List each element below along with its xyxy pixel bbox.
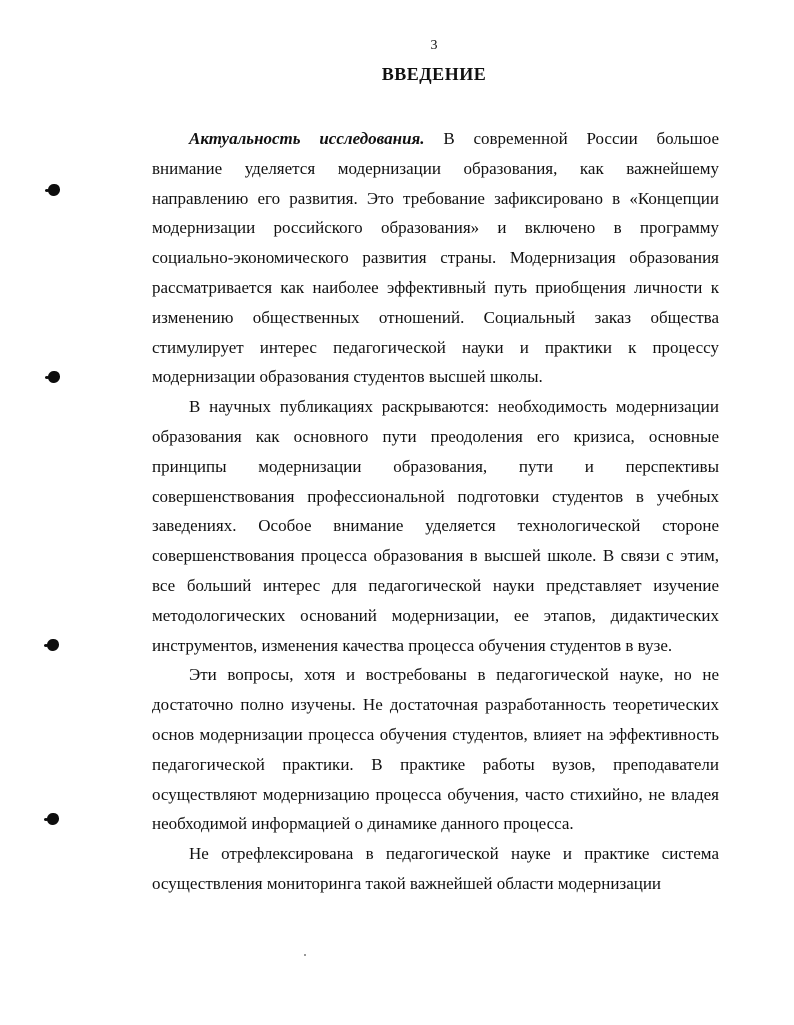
binding-hole-1 bbox=[48, 184, 60, 196]
page-title: ВВЕДЕНИЕ bbox=[381, 64, 487, 84]
paragraph-4: Не отрефлексирована в педагогической науке и практике система осуществления мониторинга такой важнейшей области модернизации bbox=[152, 844, 719, 893]
document-body bbox=[152, 124, 719, 899]
paragraph-3: Эти вопросы, хотя и востребованы в педагогической науке, но не достаточно полно изучены. Не достаточная разработанность теоретических основ модернизации процесса обучения студентов, влияет на эффективность педагогической практики. В практике работы вузов, преподаватели осуществляют модернизацию процесса обучения, часто стихийно, не владея необходимой информацией о динамике данного процесса. bbox=[152, 665, 719, 834]
paragraph-text: В современной России большое внимание уделяется модернизации образования, как важнейшему направлению его развития. Это требование зафиксировано в «Концепции модернизации российского образования» и включено в программу социально-экономического развития страны. Модернизация образования рассматривается как наиболее эффективный путь приобщения личности к изменению общественных отношений. Социальный заказ общества стимулирует интерес педагогической науки и практики к процессу модернизации образования студентов высшей школы. bbox=[152, 129, 719, 387]
paragraph-1 bbox=[152, 124, 719, 392]
binding-hole-3 bbox=[47, 639, 59, 651]
paragraph-2: В научных публикациях раскрываются: необходимость модернизации образования как основного пути преодоления его кризиса, основные принципы модернизации образования, пути и перспективы совершенствования профессиональной подготовки студентов в учебных заведениях. Особое внимание уделяется технологической стороне совершенствования процесса образования в высшей школе. В связи с этим, все больший интерес для педагогической науки представляет изучение методологических оснований модернизации, ее этапов, дидактических инструментов, изменения качества процесса обучения студентов в вузе. bbox=[152, 397, 719, 655]
binding-hole-2 bbox=[48, 371, 60, 383]
page-number: 3 bbox=[430, 38, 438, 53]
binding-hole-4 bbox=[47, 813, 59, 825]
paragraph-lead: Актуальность исследования. bbox=[189, 129, 425, 148]
scan-speck bbox=[304, 954, 306, 956]
